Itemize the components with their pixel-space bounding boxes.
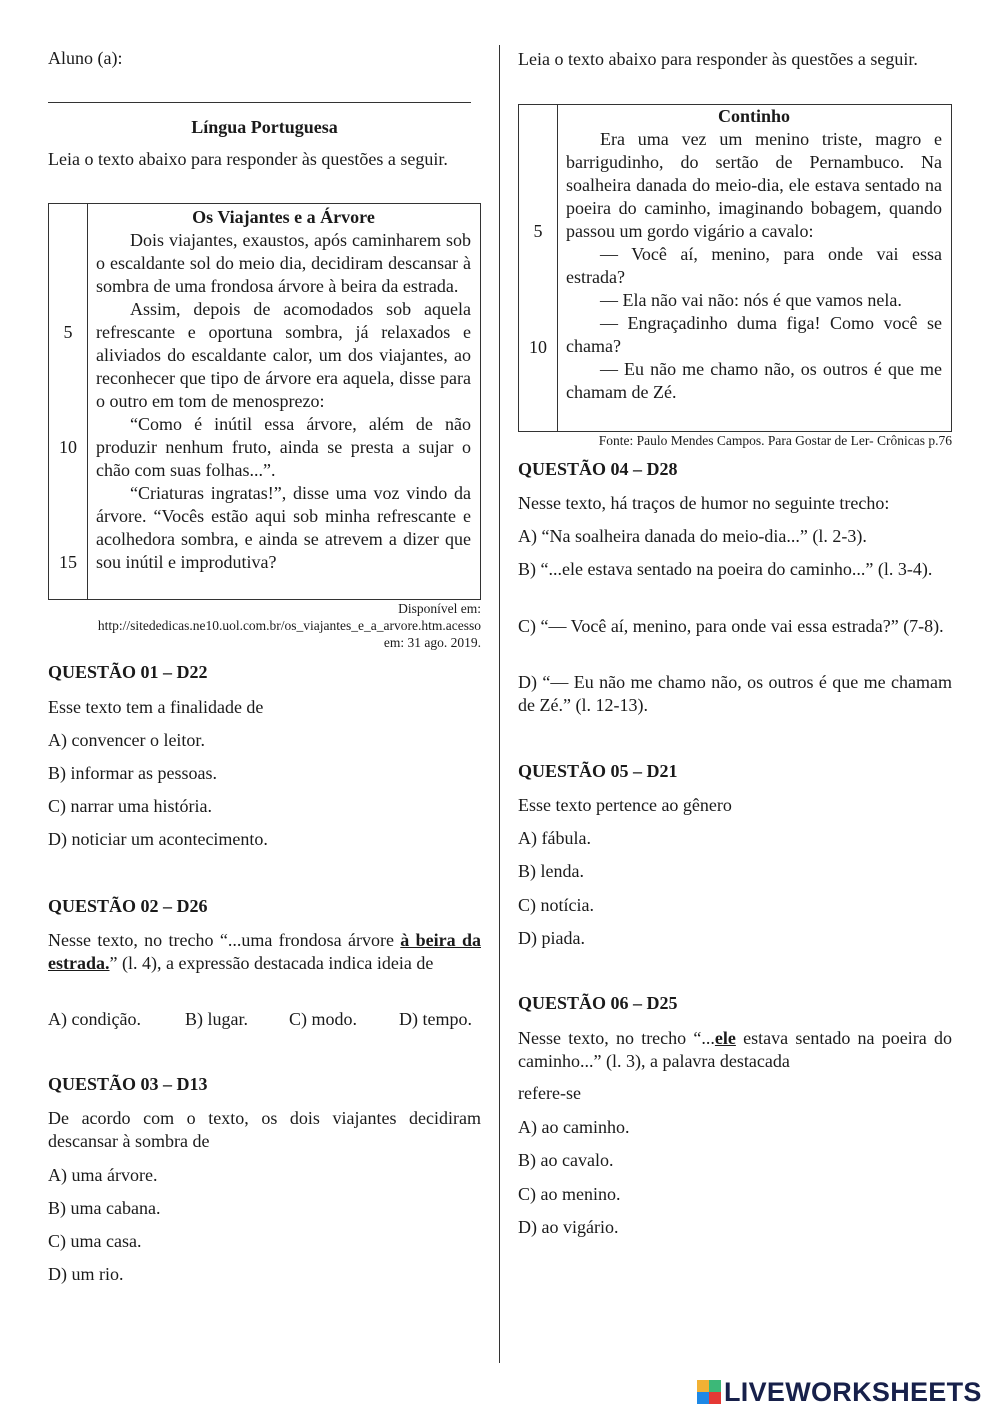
option-d[interactable]: D) ao vigário. <box>518 1217 619 1237</box>
paragraph: — Ela não vai não: nós é que vamos nela. <box>600 290 902 310</box>
text-body <box>96 206 471 574</box>
column-divider <box>499 45 500 1363</box>
paragraph: Assim, depois de acomodados sob aquela refrescante e oportuna sombra, já relaxados e aliviados do escaldante calor, um dos viajantes, ao reconhecer que tipo de árvore era aquela, disse para o outro em tom de menosprezo: <box>96 299 471 411</box>
highlighted-word: ele <box>714 1028 736 1048</box>
paragraph: — Eu não me chamo não, os outros é que me chamam de Zé. <box>566 359 942 402</box>
text-title: Os Viajantes e a Árvore <box>192 207 375 227</box>
option-c[interactable]: C) “— Você aí, menino, para onde vai essa estrada?” (7-8). <box>518 616 944 636</box>
option-b[interactable]: B) ao cavalo. <box>518 1150 614 1170</box>
liveworksheets-logo-icon <box>697 1380 721 1404</box>
option-c[interactable]: C) narrar uma história. <box>48 796 212 816</box>
question-1-stem: Esse texto tem a finalidade de <box>48 697 264 717</box>
option-b[interactable]: B) lenda. <box>518 861 584 881</box>
option-c[interactable]: C) notícia. <box>518 895 594 915</box>
option-b[interactable]: B) lugar. <box>185 1009 248 1029</box>
liveworksheets-logo[interactable] <box>697 1377 982 1407</box>
paragraph: “Criaturas ingratas!”, disse uma voz vindo da árvore. “Vocês estão aqui sob minha refrescante e acolhedora sombra, e ainda se atrevem a dizer que sou inútil e improdutiva? <box>96 483 471 572</box>
student-name-line[interactable] <box>48 102 471 103</box>
question-5-stem: Esse texto pertence ao gênero <box>518 795 732 815</box>
question-4-heading: QUESTÃO 04 – D28 <box>518 459 678 479</box>
paragraph: Dois viajantes, exaustos, após caminharem sob o escaldante sol do meio dia, decidiram descansar à sombra de uma frondosa árvore à beira da estrada. <box>96 230 471 296</box>
question-6-stem <box>518 1027 952 1073</box>
option-a[interactable]: A) uma árvore. <box>48 1165 158 1185</box>
text-title: Continho <box>717 106 791 126</box>
instruction-left: Leia o texto abaixo para responder às questões a seguir. <box>48 149 448 169</box>
option-c[interactable]: C) ao menino. <box>518 1184 621 1204</box>
option-b[interactable]: B) “...ele estava sentado na poeira do caminho...” (l. 3-4). <box>518 559 933 579</box>
source-line: em: 31 ago. 2019. <box>383 635 481 650</box>
question-1-heading: QUESTÃO 01 – D22 <box>48 662 208 682</box>
paragraph: “Como é inútil essa árvore, além de não produzir nenhum fruto, ainda se presta a sujar o chão com suas folhas...”. <box>96 414 471 480</box>
question-4-stem: Nesse texto, há traços de humor no seguinte trecho: <box>518 493 890 513</box>
option-d[interactable]: D) piada. <box>518 928 585 948</box>
highlighted-expression: à beira da estrada. <box>48 930 481 973</box>
question-6-stem-continued: refere-se <box>518 1083 581 1103</box>
line-number: 5 <box>63 322 73 342</box>
instruction-right: Leia o texto abaixo para responder às questões a seguir. <box>518 49 918 69</box>
stem-text: Nesse texto, no trecho “...uma frondosa árvore <box>48 930 401 950</box>
question-2-heading: QUESTÃO 02 – D26 <box>48 896 208 916</box>
source-line: http://sitededicas.ne10.uol.com.br/os_viajantes_e_a_arvore.htm.acesso <box>97 618 481 633</box>
line-number: 15 <box>59 552 77 572</box>
option-a[interactable]: A) convencer o leitor. <box>48 730 205 750</box>
source-citation <box>48 600 481 651</box>
stem-text: estava sentado na poeira do caminho...” (l. 3), a palavra destacada <box>518 1028 953 1071</box>
option-c[interactable]: C) modo. <box>289 1009 358 1029</box>
paragraph: — Você aí, menino, para onde vai essa estrada? <box>566 244 942 287</box>
option-d[interactable]: D) um rio. <box>48 1264 124 1284</box>
line-number-column <box>519 105 558 431</box>
line-number: 5 <box>533 221 543 241</box>
stem-text: Nesse texto, no trecho “... <box>518 1028 715 1048</box>
option-b[interactable]: B) informar as pessoas. <box>48 763 217 783</box>
stem-text: ” (l. 4), a expressão destacada indica ideia de <box>109 953 434 973</box>
option-a[interactable]: A) fábula. <box>518 828 591 848</box>
option-d[interactable]: D) noticiar um acontecimento. <box>48 829 268 849</box>
brand-name: LIVEWORKSHEETS <box>724 1376 982 1407</box>
option-d[interactable]: D) “— Eu não me chamo não, os outros é que me chamam de Zé.” (l. 12-13). <box>518 672 952 715</box>
option-a[interactable]: A) condição. <box>48 1009 141 1029</box>
text-box-continho <box>518 104 952 432</box>
line-number-column <box>49 204 88 599</box>
source-line: Disponível em: <box>398 601 481 616</box>
line-number: 10 <box>59 437 77 457</box>
question-3-heading: QUESTÃO 03 – D13 <box>48 1074 208 1094</box>
paragraph: — Engraçadinho duma figa! Como você se chama? <box>566 313 942 356</box>
text-box-viajantes <box>48 203 481 600</box>
subject-title: Língua Portuguesa <box>191 117 338 137</box>
option-b[interactable]: B) uma cabana. <box>48 1198 161 1218</box>
student-label: Aluno (a): <box>48 48 123 68</box>
option-a[interactable]: A) ao caminho. <box>518 1117 630 1137</box>
option-d[interactable]: D) tempo. <box>399 1009 472 1029</box>
source-citation: Fonte: Paulo Mendes Campos. Para Gostar de Ler- Crônicas p.76 <box>598 433 952 448</box>
line-number: 10 <box>529 337 547 357</box>
paragraph: Era uma vez um menino triste, magro e barrigudinho, do sertão de Pernambuco. Na soalheira danada do meio-dia, ele estava sentado na poeira do caminho, imaginando bobagem, quando passou um gordo vigário a cavalo: <box>566 129 942 241</box>
question-6-heading: QUESTÃO 06 – D25 <box>518 993 678 1013</box>
option-a[interactable]: A) “Na soalheira danada do meio-dia...” (l. 2-3). <box>518 526 867 546</box>
question-2-stem <box>48 929 481 975</box>
question-5-heading: QUESTÃO 05 – D21 <box>518 761 678 781</box>
option-c[interactable]: C) uma casa. <box>48 1231 142 1251</box>
text-body <box>566 105 942 404</box>
question-3-stem: De acordo com o texto, os dois viajantes decidiram descansar à sombra de <box>48 1108 481 1151</box>
